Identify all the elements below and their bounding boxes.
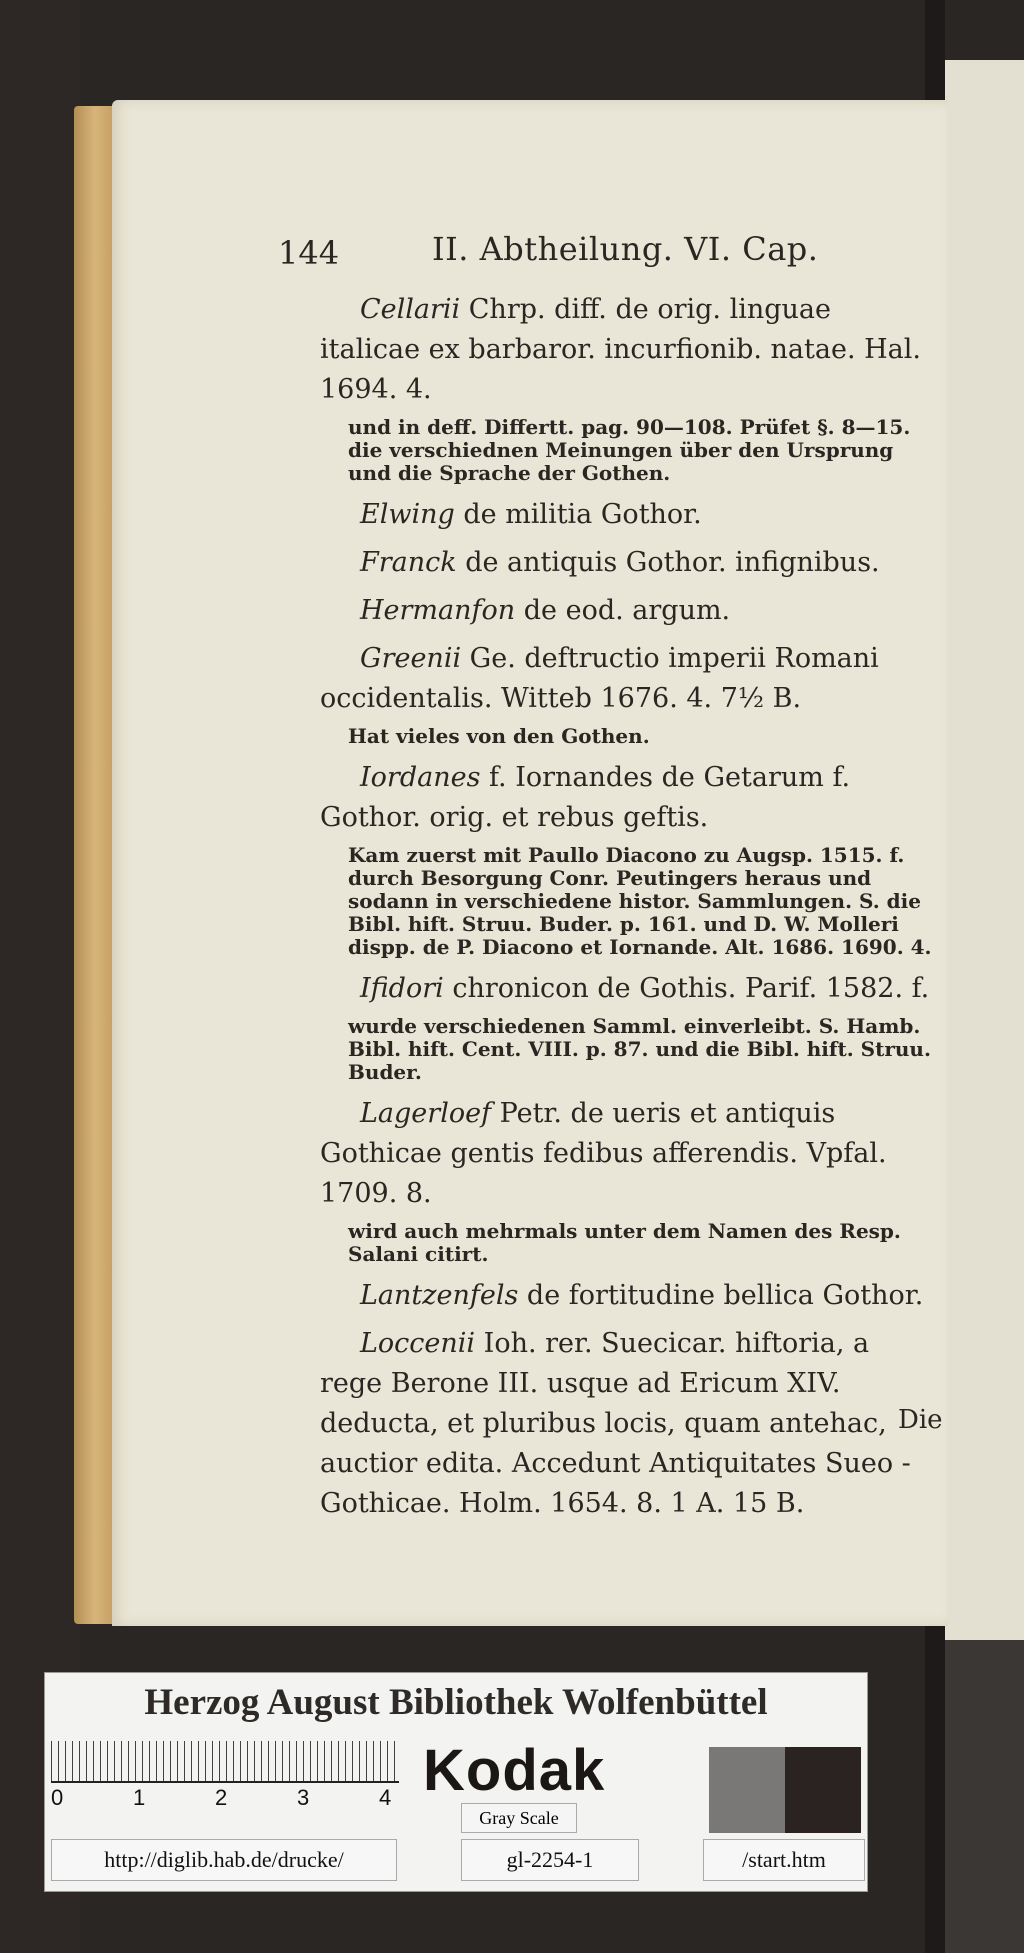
entry-text: Ge. deftructio imperii Romani occidentalis. Witteb 1676. 4. 7½ B. (320, 643, 879, 714)
page-content (170, 230, 930, 1524)
gray-patch-mid (709, 1747, 785, 1833)
bibliography-entry (320, 1276, 935, 1316)
bibliography-entry (320, 639, 935, 719)
ruler-numbers (51, 1785, 411, 1815)
kodak-logo: Kodak (423, 1738, 606, 1803)
entry-text: de fortitudine bellica Gothor. (518, 1280, 924, 1311)
entry-author: Lagerloef (360, 1098, 492, 1129)
running-head: II. Abtheilung. VI. Cap. (432, 230, 819, 268)
entry-text: de militia Gothor. (454, 499, 702, 530)
entry-author: Greenii (360, 643, 462, 674)
bibliography-list (170, 290, 930, 1524)
entry-author: Elwing (360, 499, 455, 530)
bibliography-entry (320, 758, 935, 838)
entry-note: Hat vieles von den Gothen. (348, 724, 650, 748)
library-name: Herzog August Bibliothek Wolfenbüttel (144, 1682, 768, 1723)
entry-note: und in deff. Differtt. pag. 90—108. Prüfet §. 8—15. die verschiednen Meinungen über den Ursprung und die Sprache der Gothen. (348, 415, 911, 485)
next-page-edge (945, 60, 1024, 1640)
calibration-card (44, 1672, 868, 1892)
ruler-ticks (51, 1741, 399, 1781)
signature-box: gl-2254-1 (461, 1839, 639, 1881)
entry-author: Lantzenfels (360, 1280, 519, 1311)
entry-text: de eod. argum. (515, 595, 731, 626)
entry-author: Franck (360, 547, 457, 578)
catchword: Die (898, 1405, 943, 1435)
entry-text: de antiquis Gothor. infignibus. (456, 547, 880, 578)
entry-note: Kam zuerst mit Paullo Diacono zu Augsp. 1515. f. durch Besorgung Conr. Peutingers heraus und sodann in verschiedene histor. Sammlungen. S. die Bibl. hift. Struu. Buder. p. 161. und D. W. Molleri dispp. de P. Diacono et Iornande. Alt. 1686. 1690. 4. (348, 843, 932, 959)
entry-text: chronicon de Gothis. Parif. 1582. f. (443, 973, 930, 1004)
entry-author: Cellarii (360, 294, 461, 325)
start-box: /start.htm (703, 1839, 865, 1881)
ruler-number: 3 (297, 1785, 310, 1810)
ruler-number: 0 (51, 1785, 64, 1810)
gray-patch-dark (785, 1747, 861, 1833)
bibliography-entry (320, 969, 935, 1009)
entry-text: Chrp. diff. de orig. linguae italicae ex barbaror. incurfionib. natae. Hal. 1694. 4. (320, 294, 921, 405)
bibliography-entry (320, 1094, 935, 1214)
entry-note: wurde verschiedenen Samml. einverleibt. S. Hamb. Bibl. hift. Cent. VIII. p. 87. und die Bibl. hift. Struu. Buder. (348, 1014, 931, 1084)
bibliography-entry (320, 1324, 935, 1524)
ruler-number: 1 (133, 1785, 146, 1810)
scale-ruler (51, 1741, 399, 1783)
next-page-bottom (945, 1640, 1024, 1953)
entry-text: f. Iornandes de Getarum f. Gothor. orig. et rebus geftis. (320, 762, 851, 833)
entry-author: Loccenii (360, 1328, 476, 1359)
entry-author: Ifidori (360, 973, 444, 1004)
entry-note: wird auch mehrmals unter dem Namen des Resp. Salani citirt. (348, 1219, 901, 1266)
bibliography-entry (320, 543, 935, 583)
entry-author: Hermanfon (360, 595, 516, 626)
bibliography-entry (320, 495, 935, 535)
bibliography-entry (320, 290, 935, 410)
entry-text: Petr. de ueris et antiquis Gothicae gentis fedibus afferendis. Vpfal. 1709. 8. (320, 1098, 887, 1209)
bibliography-entry (320, 591, 935, 631)
background-left (0, 0, 80, 1953)
page-header (170, 230, 930, 290)
gray-scale-label: Gray Scale (461, 1803, 577, 1833)
entry-author: Iordanes (360, 762, 481, 793)
page-number: 144 (278, 234, 340, 272)
url-box: http://diglib.hab.de/drucke/ (51, 1839, 397, 1881)
ruler-number: 4 (379, 1785, 392, 1810)
ruler-number: 2 (215, 1785, 228, 1810)
entry-text: Ioh. rer. Suecicar. hiftoria, a rege Berone III. usque ad Ericum XIV. deducta, et pluribus locis, quam antehac, auctior edita. Accedunt Antiquitates Sueo - Gothicae. Holm. 1654. 8. 1 A. 15 B. (320, 1328, 911, 1519)
